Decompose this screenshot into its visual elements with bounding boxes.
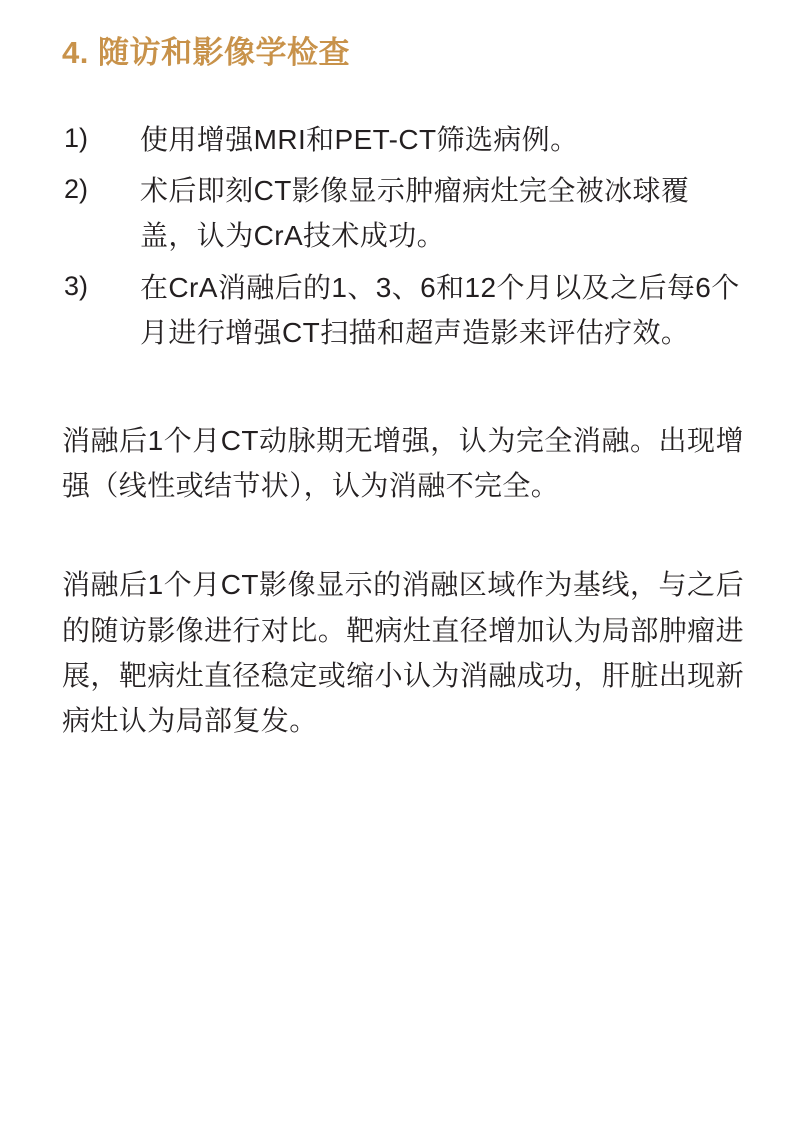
list-item <box>64 265 744 356</box>
page-title: 4. 随访和影像学检查 <box>62 35 350 70</box>
list-item-text: 在CrA消融后的1、3、6和12个月以及之后每6个月进行增强CT扫描和超声造影来评估疗效。 <box>140 271 740 349</box>
list-item-text: 使用增强MRI和PET-CT筛选病例。 <box>140 123 579 155</box>
body-paragraph-2: 消融后1个月CT影像显示的消融区域作为基线，与之后的随访影像进行对比。靶病灶直径增加认为局部肿瘤进展，靶病灶直径稳定或缩小认为消融成功，肝脏出现新病灶认为局部复发。 <box>62 569 744 737</box>
list-item-marker: 1) <box>64 122 89 153</box>
list-item <box>64 168 744 259</box>
list-item-marker: 2) <box>64 174 89 205</box>
paragraph-spacer <box>62 508 744 562</box>
list-item <box>64 117 744 162</box>
body-paragraph-1: 消融后1个月CT动脉期无增强，认为完全消融。出现增强（线性或结节状），认为消融不完全。 <box>62 424 744 501</box>
list-item-marker: 3) <box>64 270 89 301</box>
list-item-text: 术后即刻CT影像显示肿瘤病灶完全被冰球覆盖，认为CrA技术成功。 <box>140 175 690 252</box>
paragraph-spacer <box>62 362 744 418</box>
numbered-list <box>64 117 744 356</box>
